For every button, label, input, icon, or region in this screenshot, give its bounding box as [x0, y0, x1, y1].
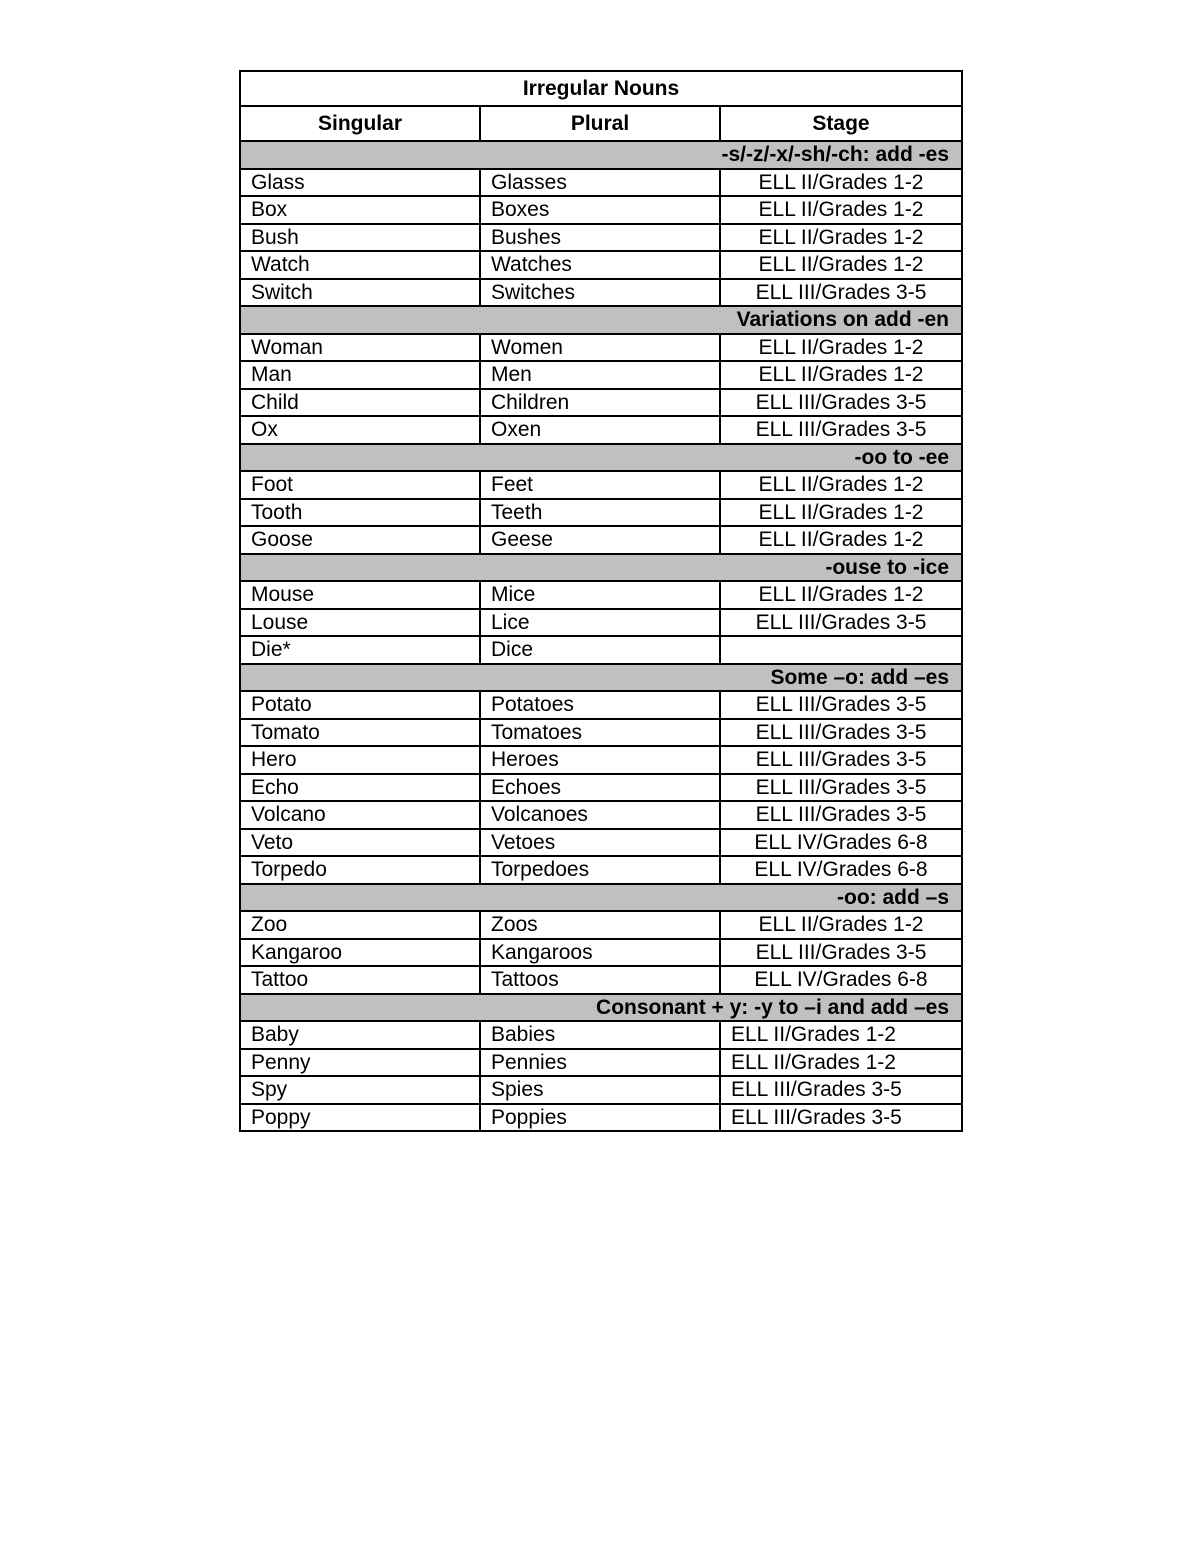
cell-singular: Glass — [240, 169, 480, 197]
cell-stage: ELL II/Grades 1-2 — [720, 1049, 962, 1077]
cell-stage — [720, 636, 962, 664]
table-row — [240, 691, 962, 719]
cell-plural: Women — [480, 334, 720, 362]
cell-plural: Zoos — [480, 911, 720, 939]
title-row — [240, 71, 962, 106]
cell-plural: Echoes — [480, 774, 720, 802]
cell-plural: Tomatoes — [480, 719, 720, 747]
table-row — [240, 471, 962, 499]
cell-singular: Tattoo — [240, 966, 480, 994]
cell-singular: Die* — [240, 636, 480, 664]
cell-singular: Spy — [240, 1076, 480, 1104]
cell-stage: ELL III/Grades 3-5 — [720, 719, 962, 747]
cell-stage: ELL II/Grades 1-2 — [720, 1021, 962, 1049]
column-header-plural: Plural — [480, 106, 720, 141]
cell-stage: ELL III/Grades 3-5 — [720, 279, 962, 307]
cell-singular: Louse — [240, 609, 480, 637]
cell-stage: ELL IV/Grades 6-8 — [720, 829, 962, 857]
cell-singular: Tomato — [240, 719, 480, 747]
table-row — [240, 169, 962, 197]
cell-stage: ELL II/Grades 1-2 — [720, 911, 962, 939]
group-heading-row — [240, 141, 962, 169]
cell-stage: ELL II/Grades 1-2 — [720, 334, 962, 362]
cell-singular: Bush — [240, 224, 480, 252]
cell-singular: Foot — [240, 471, 480, 499]
table-body — [240, 141, 962, 1131]
cell-singular: Zoo — [240, 911, 480, 939]
cell-plural: Bushes — [480, 224, 720, 252]
cell-plural: Geese — [480, 526, 720, 554]
cell-singular: Poppy — [240, 1104, 480, 1132]
table-row — [240, 224, 962, 252]
cell-plural: Glasses — [480, 169, 720, 197]
group-heading: -oo to -ee — [240, 444, 962, 472]
cell-singular: Switch — [240, 279, 480, 307]
group-heading-row — [240, 664, 962, 692]
table-row — [240, 389, 962, 417]
table-row — [240, 251, 962, 279]
table-row — [240, 939, 962, 967]
table-row — [240, 801, 962, 829]
table-row — [240, 774, 962, 802]
column-header-singular: Singular — [240, 106, 480, 141]
column-header-stage: Stage — [720, 106, 962, 141]
group-heading: Variations on add -en — [240, 306, 962, 334]
cell-stage: ELL III/Grades 3-5 — [720, 1104, 962, 1132]
cell-plural: Pennies — [480, 1049, 720, 1077]
cell-stage: ELL III/Grades 3-5 — [720, 416, 962, 444]
cell-plural: Lice — [480, 609, 720, 637]
table-row — [240, 966, 962, 994]
cell-plural: Mice — [480, 581, 720, 609]
cell-singular: Kangaroo — [240, 939, 480, 967]
cell-stage: ELL II/Grades 1-2 — [720, 224, 962, 252]
cell-singular: Veto — [240, 829, 480, 857]
cell-plural: Teeth — [480, 499, 720, 527]
cell-singular: Hero — [240, 746, 480, 774]
group-heading: -ouse to -ice — [240, 554, 962, 582]
table-row — [240, 1021, 962, 1049]
table-row — [240, 636, 962, 664]
cell-singular: Echo — [240, 774, 480, 802]
cell-plural: Children — [480, 389, 720, 417]
cell-stage: ELL III/Grades 3-5 — [720, 746, 962, 774]
cell-stage: ELL III/Grades 3-5 — [720, 774, 962, 802]
cell-singular: Baby — [240, 1021, 480, 1049]
table-row — [240, 1049, 962, 1077]
cell-plural: Kangaroos — [480, 939, 720, 967]
cell-stage: ELL III/Grades 3-5 — [720, 691, 962, 719]
table-row — [240, 856, 962, 884]
cell-stage: ELL III/Grades 3-5 — [720, 609, 962, 637]
cell-plural: Feet — [480, 471, 720, 499]
cell-plural: Poppies — [480, 1104, 720, 1132]
table-title: Irregular Nouns — [240, 71, 962, 106]
cell-stage: ELL IV/Grades 6-8 — [720, 856, 962, 884]
cell-singular: Watch — [240, 251, 480, 279]
group-heading-row — [240, 554, 962, 582]
group-heading-row — [240, 994, 962, 1022]
cell-plural: Spies — [480, 1076, 720, 1104]
cell-plural: Switches — [480, 279, 720, 307]
cell-stage: ELL III/Grades 3-5 — [720, 939, 962, 967]
cell-stage: ELL II/Grades 1-2 — [720, 196, 962, 224]
table-row — [240, 361, 962, 389]
cell-singular: Tooth — [240, 499, 480, 527]
column-header-row — [240, 106, 962, 141]
cell-stage: ELL III/Grades 3-5 — [720, 1076, 962, 1104]
table-row — [240, 829, 962, 857]
cell-plural: Volcanoes — [480, 801, 720, 829]
table-row — [240, 279, 962, 307]
cell-singular: Ox — [240, 416, 480, 444]
cell-stage: ELL II/Grades 1-2 — [720, 251, 962, 279]
cell-singular: Child — [240, 389, 480, 417]
cell-plural: Men — [480, 361, 720, 389]
cell-stage: ELL III/Grades 3-5 — [720, 801, 962, 829]
cell-stage: ELL III/Grades 3-5 — [720, 389, 962, 417]
cell-singular: Goose — [240, 526, 480, 554]
cell-singular: Volcano — [240, 801, 480, 829]
cell-stage: ELL II/Grades 1-2 — [720, 361, 962, 389]
cell-singular: Penny — [240, 1049, 480, 1077]
cell-singular: Man — [240, 361, 480, 389]
cell-stage: ELL IV/Grades 6-8 — [720, 966, 962, 994]
cell-stage: ELL II/Grades 1-2 — [720, 471, 962, 499]
table-row — [240, 719, 962, 747]
table-row — [240, 1076, 962, 1104]
table-row — [240, 746, 962, 774]
table-row — [240, 499, 962, 527]
cell-plural: Boxes — [480, 196, 720, 224]
cell-singular: Potato — [240, 691, 480, 719]
group-heading: -oo: add –s — [240, 884, 962, 912]
group-heading-row — [240, 444, 962, 472]
table-row — [240, 1104, 962, 1132]
cell-singular: Woman — [240, 334, 480, 362]
cell-singular: Mouse — [240, 581, 480, 609]
group-heading: Some –o: add –es — [240, 664, 962, 692]
table-row — [240, 911, 962, 939]
group-heading: Consonant + y: -y to –i and add –es — [240, 994, 962, 1022]
cell-stage: ELL II/Grades 1-2 — [720, 169, 962, 197]
cell-stage: ELL II/Grades 1-2 — [720, 526, 962, 554]
cell-plural: Heroes — [480, 746, 720, 774]
cell-plural: Watches — [480, 251, 720, 279]
group-heading: -s/-z/-x/-sh/-ch: add -es — [240, 141, 962, 169]
table-row — [240, 526, 962, 554]
cell-plural: Dice — [480, 636, 720, 664]
cell-stage: ELL II/Grades 1-2 — [720, 581, 962, 609]
cell-singular: Torpedo — [240, 856, 480, 884]
cell-plural: Tattoos — [480, 966, 720, 994]
table-row — [240, 416, 962, 444]
cell-plural: Vetoes — [480, 829, 720, 857]
cell-plural: Oxen — [480, 416, 720, 444]
cell-singular: Box — [240, 196, 480, 224]
cell-plural: Potatoes — [480, 691, 720, 719]
table-row — [240, 334, 962, 362]
cell-plural: Babies — [480, 1021, 720, 1049]
table-row — [240, 609, 962, 637]
cell-plural: Torpedoes — [480, 856, 720, 884]
table-row — [240, 581, 962, 609]
group-heading-row — [240, 884, 962, 912]
group-heading-row — [240, 306, 962, 334]
cell-stage: ELL II/Grades 1-2 — [720, 499, 962, 527]
irregular-nouns-table — [239, 70, 963, 1132]
table-row — [240, 196, 962, 224]
